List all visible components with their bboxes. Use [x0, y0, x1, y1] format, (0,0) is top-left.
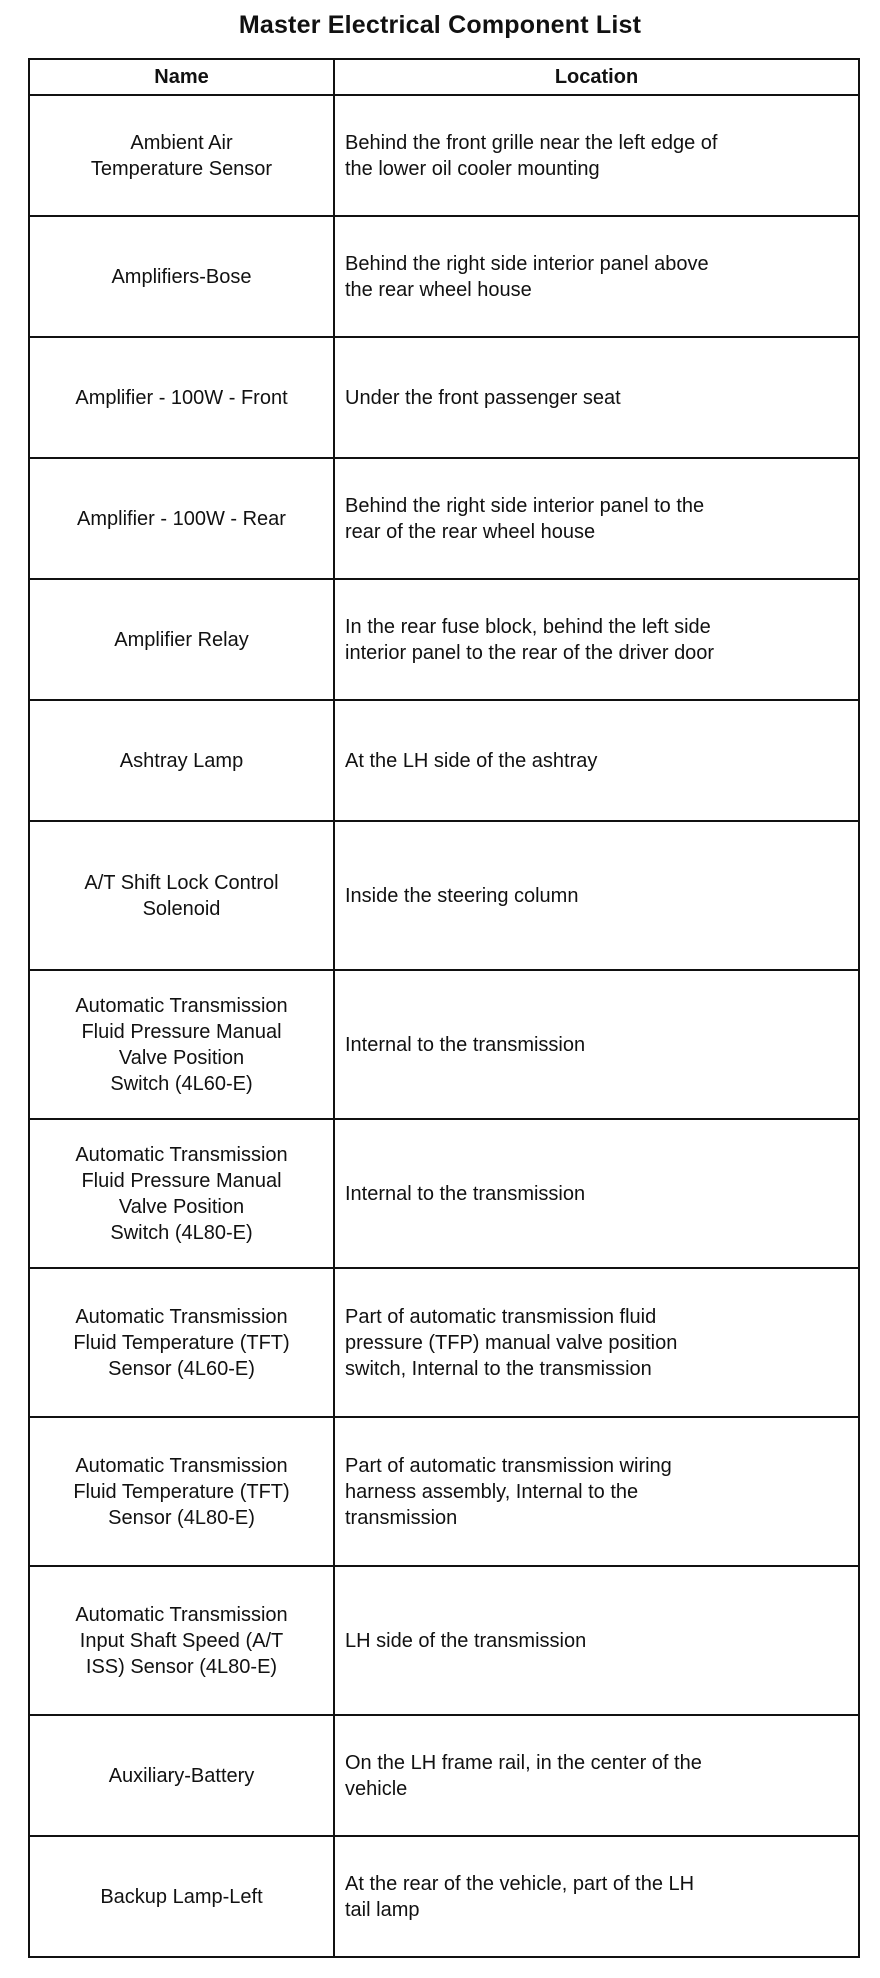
component-location-cell [334, 1417, 859, 1566]
component-location-line: On the LH frame rail, in the center of the [345, 1751, 702, 1774]
component-table [28, 58, 860, 1958]
page-title: Master Electrical Component List [238, 11, 642, 39]
component-name-cell [29, 1417, 334, 1566]
component-name-line: Ambient Air [130, 131, 233, 154]
component-location-line: interior panel to the rear of the driver door [345, 641, 715, 664]
component-name-cell [29, 1119, 334, 1268]
component-location-cell [334, 1566, 859, 1715]
component-location-line: Part of automatic transmission fluid [345, 1305, 657, 1328]
component-location-line: LH side of the transmission [345, 1629, 587, 1652]
component-location-cell [334, 1119, 859, 1268]
component-name-line: Amplifier - 100W - Rear [77, 507, 286, 530]
component-name-line: ISS) Sensor (4L80-E) [85, 1655, 278, 1678]
component-location-cell [334, 1836, 859, 1957]
component-location-cell [334, 1715, 859, 1836]
component-location-line: At the LH side of the ashtray [345, 749, 598, 772]
component-name-cell [29, 1566, 334, 1715]
component-location-line: Internal to the transmission [345, 1182, 586, 1205]
component-name-line: Automatic Transmission [75, 1143, 288, 1166]
component-location-cell [334, 95, 859, 216]
table-row [29, 1836, 859, 1957]
component-name-line: Ashtray Lamp [119, 749, 244, 772]
component-location-cell [334, 458, 859, 579]
component-name-cell [29, 1268, 334, 1417]
component-location-line: vehicle [345, 1777, 408, 1800]
component-name-line: A/T Shift Lock Control [84, 871, 279, 894]
component-name-cell [29, 821, 334, 970]
component-location-line: Behind the right side interior panel above [345, 252, 709, 275]
component-location-line: Internal to the transmission [345, 1033, 586, 1056]
component-name-cell [29, 337, 334, 458]
component-location-line: switch, Internal to the transmission [345, 1357, 652, 1380]
component-location-cell [334, 216, 859, 337]
table-row [29, 337, 859, 458]
component-location-line: the lower oil cooler mounting [345, 157, 600, 180]
component-name-line: Switch (4L80-E) [110, 1221, 253, 1244]
component-location-line: In the rear fuse block, behind the left side [345, 615, 711, 638]
table-row [29, 821, 859, 970]
component-location-line: Behind the right side interior panel to the [345, 494, 705, 517]
table-header-row [29, 59, 859, 95]
component-location-line: harness assembly, Internal to the [345, 1480, 639, 1503]
component-name-line: Sensor (4L60-E) [108, 1357, 255, 1380]
component-location-cell [334, 1268, 859, 1417]
component-name-line: Fluid Temperature (TFT) [73, 1480, 290, 1503]
component-location-line: pressure (TFP) manual valve position [345, 1331, 678, 1354]
table-row [29, 1715, 859, 1836]
component-name-line: Solenoid [142, 897, 221, 920]
component-name-cell [29, 458, 334, 579]
table-body [29, 95, 859, 1957]
table-row [29, 1268, 859, 1417]
component-location-line: At the rear of the vehicle, part of the LH [345, 1872, 695, 1895]
component-name-cell [29, 216, 334, 337]
component-name-line: Fluid Pressure Manual [81, 1169, 282, 1192]
table-row [29, 1566, 859, 1715]
component-name-line: Switch (4L60-E) [110, 1072, 253, 1095]
table-row [29, 95, 859, 216]
component-name-line: Backup Lamp-Left [100, 1885, 263, 1908]
component-name-cell [29, 95, 334, 216]
table-row [29, 1119, 859, 1268]
component-name-cell [29, 970, 334, 1119]
component-name-line: Amplifier - 100W - Front [75, 386, 288, 409]
table-row [29, 579, 859, 700]
component-location-cell [334, 337, 859, 458]
column-header-location: Location [334, 59, 859, 95]
component-name-line: Fluid Temperature (TFT) [73, 1331, 290, 1354]
component-name-cell [29, 700, 334, 821]
component-location-line: the rear wheel house [345, 278, 532, 301]
component-name-line: Temperature Sensor [90, 157, 273, 180]
component-name-line: Input Shaft Speed (A/T [79, 1629, 284, 1652]
component-location-line: Under the front passenger seat [345, 386, 621, 409]
component-name-line: Sensor (4L80-E) [108, 1506, 255, 1529]
column-header-name: Name [29, 59, 334, 95]
table-row [29, 216, 859, 337]
component-location-line: Behind the front grille near the left edge of [345, 131, 718, 154]
component-name-line: Automatic Transmission [75, 1305, 288, 1328]
component-location-cell [334, 970, 859, 1119]
component-location-line: tail lamp [345, 1898, 420, 1921]
table-row [29, 700, 859, 821]
component-location-line: rear of the rear wheel house [345, 520, 596, 543]
component-name-line: Fluid Pressure Manual [81, 1020, 282, 1043]
component-name-cell [29, 579, 334, 700]
component-name-cell [29, 1715, 334, 1836]
component-location-line: Inside the steering column [345, 884, 579, 907]
component-name-line: Automatic Transmission [75, 1454, 288, 1477]
table-row [29, 1417, 859, 1566]
component-location-cell [334, 700, 859, 821]
component-location-cell [334, 821, 859, 970]
component-location-line: transmission [345, 1506, 458, 1529]
component-name-line: Valve Position [118, 1046, 245, 1069]
component-name-line: Valve Position [118, 1195, 245, 1218]
component-name-line: Amplifier Relay [114, 628, 249, 651]
table-row [29, 458, 859, 579]
component-name-line: Automatic Transmission [75, 994, 288, 1017]
component-name-line: Automatic Transmission [75, 1603, 288, 1626]
table-row [29, 970, 859, 1119]
component-location-line: Part of automatic transmission wiring [345, 1454, 672, 1477]
component-location-cell [334, 579, 859, 700]
component-name-line: Amplifiers-Bose [111, 265, 252, 288]
component-name-cell [29, 1836, 334, 1957]
component-name-line: Auxiliary-Battery [108, 1764, 255, 1787]
